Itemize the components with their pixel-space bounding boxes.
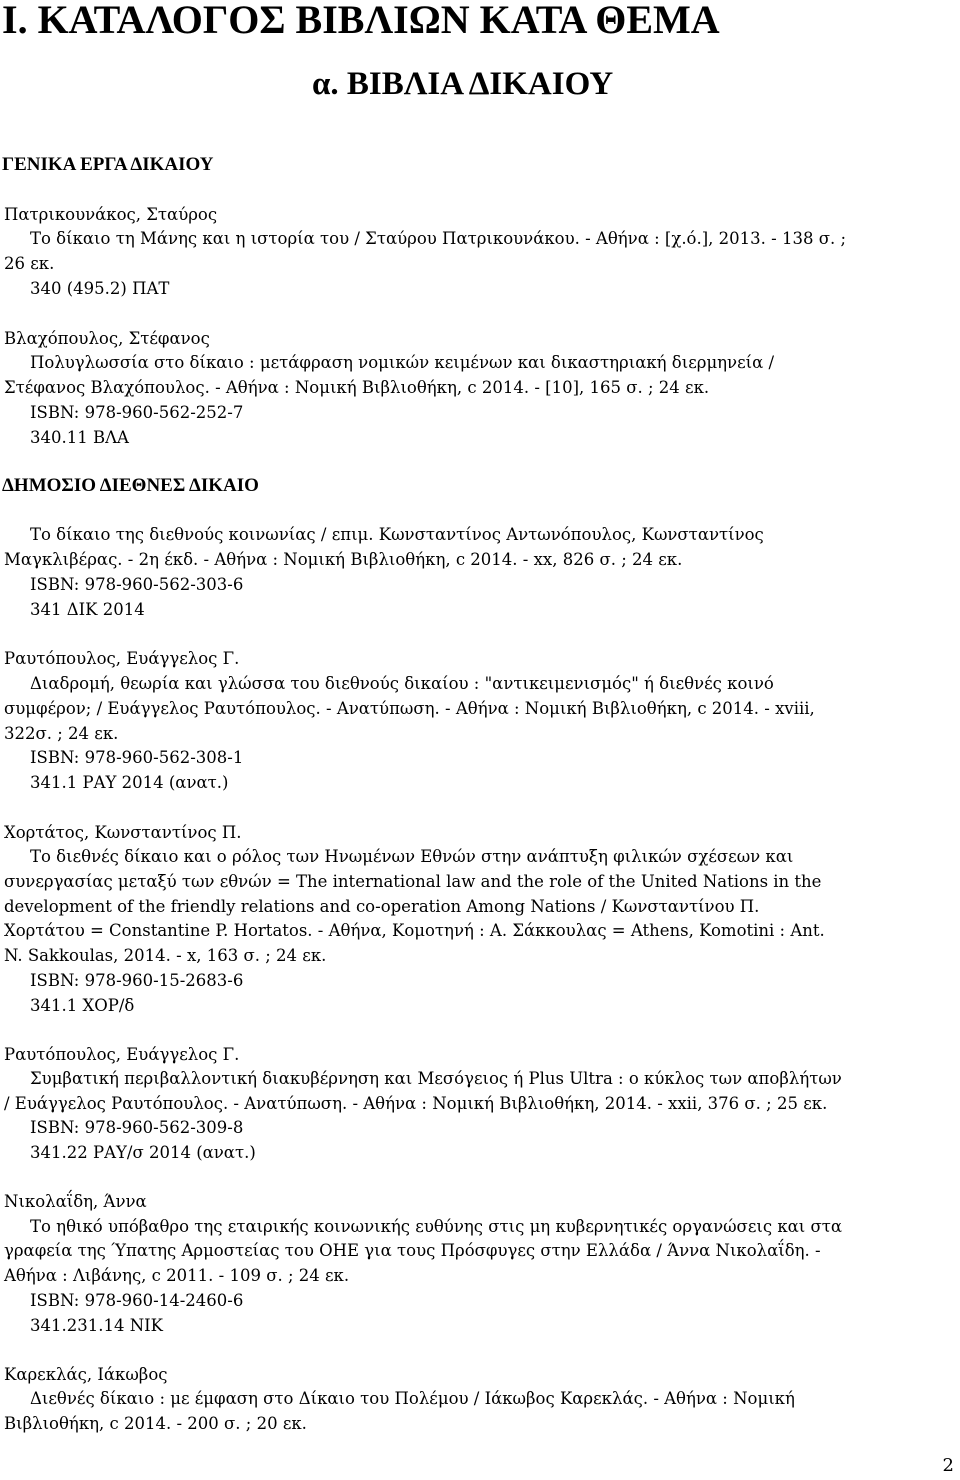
entry-call-number: 341.22 ΡΑΥ/σ 2014 (ανατ.) (30, 1143, 256, 1162)
page-subtitle: α. ΒΙΒΛΙΑ ΔΙΚΑΙΟΥ (312, 66, 614, 102)
entry-call-number: 341 ΔΙΚ 2014 (30, 600, 145, 619)
entry-call-number: 340.11 ΒΛΑ (30, 428, 129, 447)
entry-description: Μαγκλιβέρας. - 2η έκδ. - Αθήνα : Νομική Βιβλιοθήκη, c 2014. - xx, 826 σ. ; 24 εκ. (4, 550, 683, 569)
entry-isbn: ISBN: 978-960-562-252-7 (30, 403, 244, 422)
entry-description: Βιβλιοθήκη, c 2014. - 200 σ. ; 20 εκ. (4, 1414, 307, 1433)
entry-description: γραφεία της Ύπατης Αρμοστείας του ΟΗΕ για τους Πρόσφυγες στην Ελλάδα / Άννα Νικολαΐδη. - (4, 1241, 821, 1260)
entry-description: Διεθνές δίκαιο : με έμφαση στο Δίκαιο του Πολέμου / Ιάκωβος Καρεκλάς. - Αθήνα : Νομική (30, 1389, 795, 1408)
entry-description: 26 εκ. (4, 254, 55, 273)
entry-author: Ραυτόπουλος, Ευάγγελος Γ. (4, 1045, 240, 1064)
entry-description: development of the friendly relations and co-operation Among Nations / Κωνσταντίνου Π. (4, 897, 760, 916)
entry-call-number: 341.1 ΡΑΥ 2014 (ανατ.) (30, 773, 229, 792)
page-number: 2 (942, 1455, 954, 1476)
entry-description: συμφέρον; / Ευάγγελος Ραυτόπουλος. - Ανατύπωση. - Αθήνα : Νομική Βιβλιοθήκη, c 2014. - xviii, (4, 699, 815, 718)
entry-description: N. Sakkoulas, 2014. - x, 163 σ. ; 24 εκ. (4, 946, 327, 965)
entry-author: Χορτάτος, Κωνσταντίνος Π. (4, 823, 242, 842)
entry-isbn: ISBN: 978-960-562-309-8 (30, 1118, 244, 1137)
entry-description: συνεργασίας μεταξύ των εθνών = The international law and the role of the United Nations in the (4, 872, 822, 891)
entry-description: Πολυγλωσσία στο δίκαιο : μετάφραση νομικών κειμένων και δικαστηριακή διερμηνεία / (30, 353, 775, 372)
entry-author: Βλαχόπουλος, Στέφανος (4, 329, 210, 348)
entry-author: Πατρικουνάκος, Σταύρος (4, 205, 218, 224)
entry-author: Καρεκλάς, Ιάκωβος (4, 1365, 168, 1384)
entry-description: / Ευάγγελος Ραυτόπουλος. - Ανατύπωση. - Αθήνα : Νομική Βιβλιοθήκη, 2014. - xxii, 376 σ. ; 25 εκ. (4, 1094, 828, 1113)
entry-isbn: ISBN: 978-960-14-2460-6 (30, 1291, 244, 1310)
entry-description: Το δίκαιο τη Μάνης και η ιστορία του / Σταύρου Πατρικουνάκου. - Αθήνα : [χ.ό.], 2013. - 138 σ. ; (30, 229, 847, 248)
section-heading-general-law: ΓΕΝΙΚΑ ΕΡΓΑ ΔΙΚΑΙΟΥ (2, 154, 214, 175)
entry-description: Χορτάτου = Constantine P. Hortatos. - Αθήνα, Κομοτηνή : Α. Σάκκουλας = Athens, Komotini : Ant. (4, 921, 825, 940)
entry-call-number: 340 (495.2) ΠΑΤ (30, 279, 170, 298)
page-title: Ι. ΚΑΤΑΛΟΓΟΣ ΒΙΒΛΙΩΝ ΚΑΤΑ ΘΕΜΑ (2, 0, 720, 42)
entry-author: Νικολαΐδη, Άννα (4, 1192, 147, 1211)
entry-description: Συμβατική περιβαλλοντική διακυβέρνηση και Μεσόγειος ή Plus Ultra : ο κύκλος των αποβλήτων (30, 1069, 842, 1088)
entry-description: Το ηθικό υπόβαθρο της εταιρικής κοινωνικής ευθύνης στις μη κυβερνητικές οργανώσεις και στα (30, 1217, 843, 1236)
entry-description: Αθήνα : Λιβάνης, c 2011. - 109 σ. ; 24 εκ. (4, 1266, 350, 1285)
entry-call-number: 341.1 ΧΟΡ/δ (30, 996, 135, 1015)
entry-description: Στέφανος Βλαχόπουλος. - Αθήνα : Νομική Βιβλιοθήκη, c 2014. - [10], 165 σ. ; 24 εκ. (4, 378, 710, 397)
entry-description: Το δίκαιο της διεθνούς κοινωνίας / επιμ. Κωνσταντίνος Αντωνόπουλος, Κωνσταντίνος (30, 525, 764, 544)
entry-description: Διαδρομή, θεωρία και γλώσσα του διεθνούς δικαίου : "αντικειμενισμός" ή διεθνές κοινό (30, 674, 774, 693)
entry-call-number: 341.231.14 ΝΙΚ (30, 1316, 163, 1335)
section-heading-public-international-law: ΔΗΜΟΣΙΟ ΔΙΕΘΝΕΣ ΔΙΚΑΙΟ (2, 475, 259, 496)
entry-author: Ραυτόπουλος, Ευάγγελος Γ. (4, 649, 240, 668)
entry-isbn: ISBN: 978-960-562-303-6 (30, 575, 244, 594)
entry-isbn: ISBN: 978-960-562-308-1 (30, 748, 244, 767)
entry-isbn: ISBN: 978-960-15-2683-6 (30, 971, 244, 990)
entry-description: Το διεθνές δίκαιο και ο ρόλος των Ηνωμένων Εθνών στην ανάπτυξη φιλικών σχέσεων και (30, 847, 794, 866)
entry-description: 322σ. ; 24 εκ. (4, 724, 119, 743)
